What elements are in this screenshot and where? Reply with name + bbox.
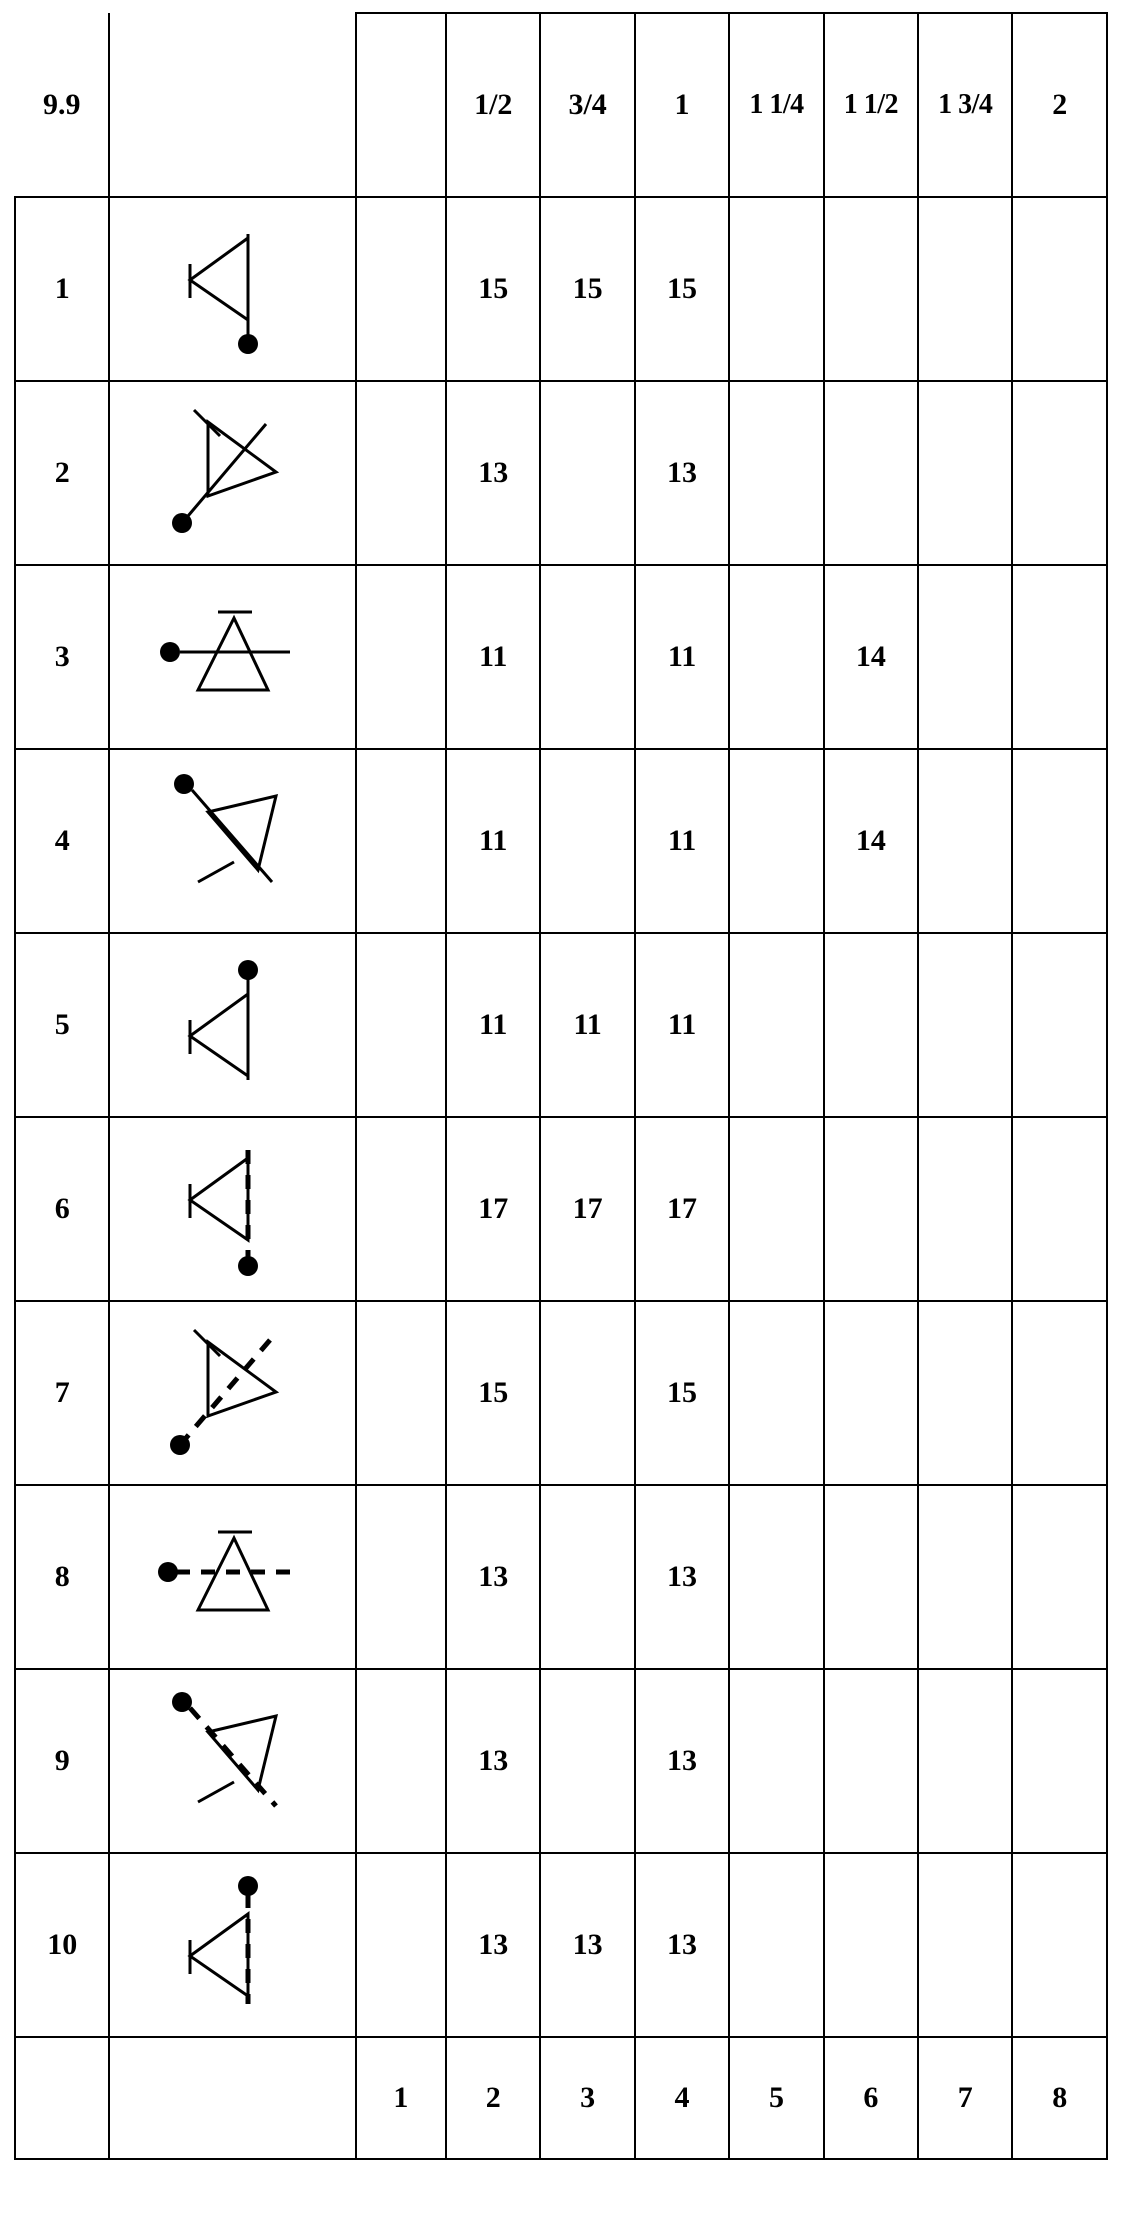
arrow-rotated-solid-line-dot-left-icon [148, 398, 318, 548]
cell-value [1012, 1853, 1107, 2037]
table-footer-row [15, 2037, 1107, 2159]
cell-value [540, 1669, 634, 1853]
cell-value: 13 [446, 1485, 540, 1669]
cell-value: 17 [540, 1117, 634, 1301]
column-header-2: 3/4 [540, 13, 634, 197]
cell-value [824, 197, 918, 381]
arrow-left-solid-line-dot-bottom-icon [148, 214, 318, 364]
cell-value: 14 [824, 565, 918, 749]
cell-value [540, 381, 634, 565]
cell-value [918, 1117, 1012, 1301]
cell-value: 13 [635, 1669, 729, 1853]
cell-value [356, 197, 446, 381]
symbol-cell [109, 1669, 355, 1853]
symbol-cell [109, 565, 355, 749]
cell-value [824, 933, 918, 1117]
footer-number-8: 8 [1012, 2037, 1107, 2159]
cell-value [824, 1853, 918, 2037]
arrow-up-dashed-line-dot-left-icon [138, 1502, 328, 1652]
cell-value [356, 749, 446, 933]
row-index: 9 [15, 1669, 109, 1853]
cell-value: 11 [446, 933, 540, 1117]
cell-value [918, 1301, 1012, 1485]
cell-value [1012, 933, 1107, 1117]
footer-number-1: 1 [356, 2037, 446, 2159]
table-row [15, 933, 1107, 1117]
cell-value [729, 1669, 823, 1853]
cell-value: 17 [635, 1117, 729, 1301]
cell-value [918, 381, 1012, 565]
arrow-left-dashed-line-dot-bottom-icon [148, 1134, 318, 1284]
cell-value [356, 1301, 446, 1485]
cell-value: 15 [540, 197, 634, 381]
cell-value [356, 1669, 446, 1853]
column-header-7: 2 [1012, 13, 1107, 197]
row-index: 5 [15, 933, 109, 1117]
cell-value [918, 1485, 1012, 1669]
cell-value [1012, 1301, 1107, 1485]
cell-value: 15 [446, 1301, 540, 1485]
column-header-3: 1 [635, 13, 729, 197]
column-header-6: 1 3/4 [918, 13, 1012, 197]
cell-value [918, 565, 1012, 749]
cell-value: 15 [446, 197, 540, 381]
cell-value [356, 381, 446, 565]
footer-number-4: 4 [635, 2037, 729, 2159]
table-header-row [15, 13, 1107, 197]
cell-value [729, 381, 823, 565]
cell-value [540, 1301, 634, 1485]
cell-value [824, 1301, 918, 1485]
row-index: 7 [15, 1301, 109, 1485]
footer-number-5: 5 [729, 2037, 823, 2159]
cell-value [356, 1117, 446, 1301]
cell-value [918, 1669, 1012, 1853]
cell-value [729, 1117, 823, 1301]
cell-value [356, 565, 446, 749]
cell-value [824, 1117, 918, 1301]
symbol-cell [109, 1485, 355, 1669]
cell-value: 13 [635, 1853, 729, 2037]
cell-value [729, 933, 823, 1117]
cell-value [918, 749, 1012, 933]
column-header-0 [356, 13, 446, 197]
table-row [15, 197, 1107, 381]
cell-value [1012, 197, 1107, 381]
cell-value [1012, 1117, 1107, 1301]
table-row [15, 1301, 1107, 1485]
table-row [15, 1853, 1107, 2037]
cell-value [1012, 565, 1107, 749]
specification-table [14, 12, 1108, 2160]
cell-value: 15 [635, 197, 729, 381]
cell-value [918, 1853, 1012, 2037]
cell-value [356, 1853, 446, 2037]
cell-value [540, 1485, 634, 1669]
cell-value [729, 1301, 823, 1485]
row-index: 4 [15, 749, 109, 933]
cell-value [918, 933, 1012, 1117]
cell-value [1012, 381, 1107, 565]
footer-spacer-index [15, 2037, 109, 2159]
symbol-cell [109, 933, 355, 1117]
symbol-cell [109, 1853, 355, 2037]
column-header-1: 1/2 [446, 13, 540, 197]
cell-value: 13 [540, 1853, 634, 2037]
arrow-up-solid-line-dot-left-icon [138, 582, 328, 732]
table-row [15, 1669, 1107, 1853]
table-row [15, 381, 1107, 565]
table-row [15, 565, 1107, 749]
cell-value [729, 749, 823, 933]
cell-value [1012, 1485, 1107, 1669]
footer-spacer-symbol [109, 2037, 355, 2159]
arrow-rotated-dashed-line-dot-left-icon [148, 1318, 318, 1468]
table-title: 9.9 [15, 13, 109, 197]
symbol-cell [109, 1117, 355, 1301]
cell-value [729, 1853, 823, 2037]
cell-value: 11 [635, 565, 729, 749]
document-page [0, 12, 1135, 2215]
cell-value: 13 [635, 1485, 729, 1669]
table-row [15, 1117, 1107, 1301]
cell-value [729, 565, 823, 749]
cell-value [1012, 749, 1107, 933]
cell-value [540, 565, 634, 749]
cell-value [729, 197, 823, 381]
cell-value: 13 [446, 1669, 540, 1853]
row-index: 6 [15, 1117, 109, 1301]
cell-value: 11 [635, 749, 729, 933]
cell-value: 17 [446, 1117, 540, 1301]
arrow-rotated-solid-line-dot-topleft-icon [148, 766, 318, 916]
column-header-5: 1 1/2 [824, 13, 918, 197]
footer-number-2: 2 [446, 2037, 540, 2159]
column-header-4: 1 1/4 [729, 13, 823, 197]
row-index: 8 [15, 1485, 109, 1669]
row-index: 3 [15, 565, 109, 749]
cell-value: 13 [446, 1853, 540, 2037]
symbol-cell [109, 381, 355, 565]
cell-value: 11 [635, 933, 729, 1117]
cell-value [918, 197, 1012, 381]
cell-value [356, 933, 446, 1117]
symbol-cell [109, 749, 355, 933]
cell-value: 11 [446, 565, 540, 749]
arrow-rotated-dashed-line-dot-topleft-icon [148, 1686, 318, 1836]
cell-value: 13 [635, 381, 729, 565]
cell-value: 11 [446, 749, 540, 933]
footer-number-3: 3 [540, 2037, 634, 2159]
arrow-left-dashed-line-dot-top-icon [148, 1870, 318, 2020]
arrow-left-solid-line-dot-top-icon [148, 950, 318, 1100]
cell-value [824, 381, 918, 565]
cell-value [824, 1485, 918, 1669]
row-index: 2 [15, 381, 109, 565]
footer-number-7: 7 [918, 2037, 1012, 2159]
cell-value: 13 [446, 381, 540, 565]
cell-value: 15 [635, 1301, 729, 1485]
cell-value [824, 1669, 918, 1853]
table-row [15, 1485, 1107, 1669]
cell-value [729, 1485, 823, 1669]
cell-value [1012, 1669, 1107, 1853]
row-index: 10 [15, 1853, 109, 2037]
cell-value: 11 [540, 933, 634, 1117]
cell-value [540, 749, 634, 933]
cell-value [356, 1485, 446, 1669]
table-row [15, 749, 1107, 933]
cell-value: 14 [824, 749, 918, 933]
symbol-cell [109, 197, 355, 381]
footer-number-6: 6 [824, 2037, 918, 2159]
row-index: 1 [15, 197, 109, 381]
header-title-spacer [109, 13, 355, 197]
symbol-cell [109, 1301, 355, 1485]
